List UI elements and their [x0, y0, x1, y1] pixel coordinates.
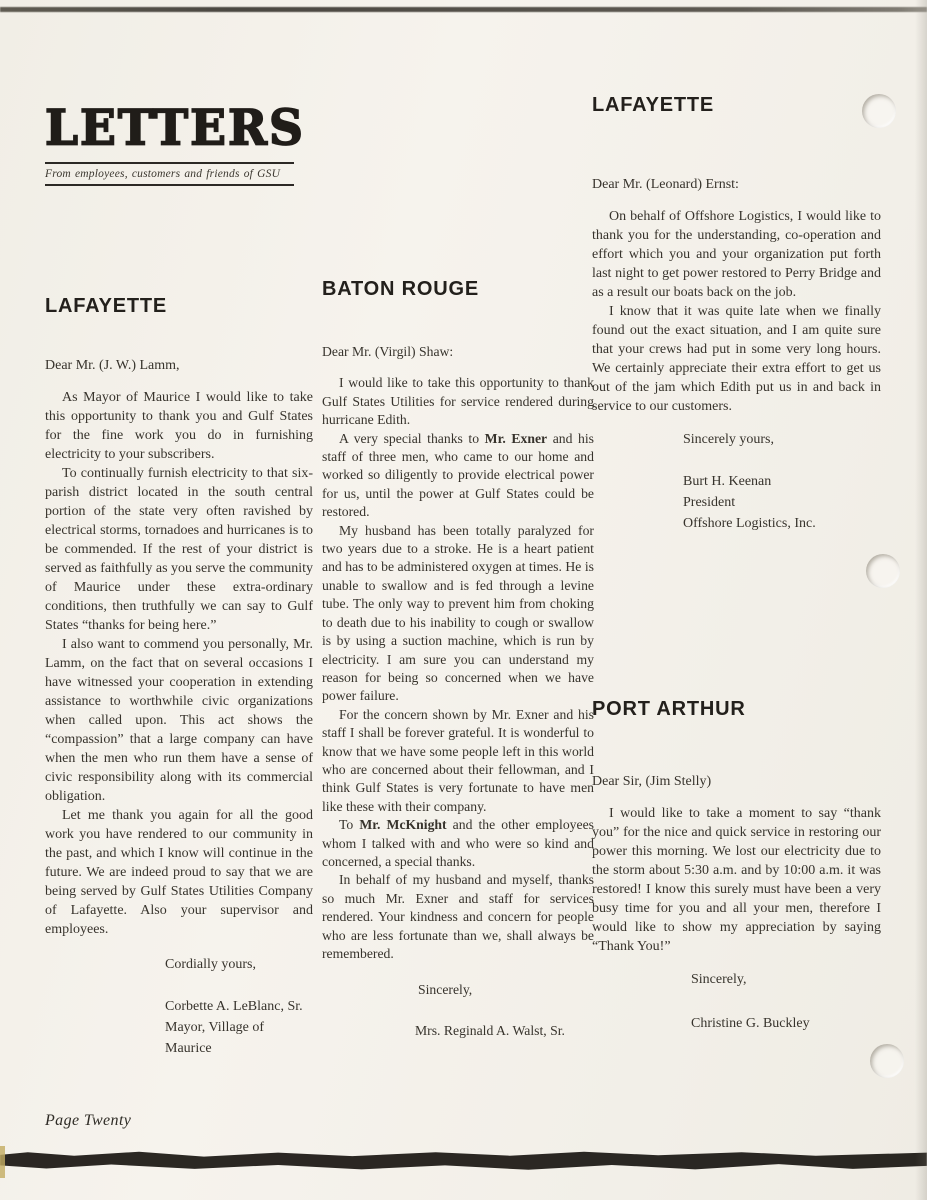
letter-body — [322, 374, 594, 963]
page-edge-shadow — [915, 0, 927, 1200]
letter-signature — [45, 996, 313, 1059]
letter-closing: Sincerely, — [691, 972, 747, 987]
masthead-title: LETTERS — [45, 99, 305, 158]
signature-line: President — [683, 495, 736, 510]
letter-paragraph: On behalf of Offshore Logistics, I would like to thank you for the understanding, co-operation and effort which you and your organization put forth last night to get power restored to Perry Bridge and as a result our boats back on the job. — [592, 209, 881, 300]
column-middle — [322, 279, 594, 1041]
letter-signature — [592, 471, 881, 534]
letter-paragraph: I would like to take a moment to say “thank you” for the nice and quick service in restoring our power this morning. We lost our electricity due to the storm about 5:30 a.m. and by 10:00 a.m. it was restored! I know this surely must have been a very busy time for you and all your men, therefore I would like to show my appreciation by saying “Thank You!” — [592, 806, 881, 954]
masthead-subtitle: From employees, customers and friends of GSU — [45, 168, 281, 180]
letter-salutation: Dear Sir, (Jim Stelly) — [592, 774, 712, 789]
hole-punch-mark — [870, 1044, 904, 1078]
page-footer: Page Twenty — [45, 1112, 132, 1129]
signature-line: Mayor, Village of Maurice — [165, 1020, 265, 1056]
letter-salutation: Dear Mr. (Leonard) Ernst: — [592, 177, 739, 192]
column-left — [45, 296, 313, 1059]
signature-line: Offshore Logistics, Inc. — [683, 516, 816, 531]
letter-lafayette-lamm — [45, 296, 313, 1059]
letter-paragraph: Let me thank you again for all the good work you have rendered to our community in the past, and which I know will continue in the future. We are indeed proud to say that we are being served by Gulf States Utilities Company of Lafayette. Also your supervisor and employees. — [45, 808, 313, 937]
letter-paragraph: A very special thanks to Mr. Exner and his staff of three men, who came to our home and worked so diligently to provide electrical power for us, until the power at Gulf States could be restored. — [322, 430, 594, 520]
letter-paragraph: I also want to commend you personally, Mr. Lamm, on the fact that on several occasions I have witnessed your cooperation in extending assistance to worthwhile civic organizations when called upon. This act shows the “compassion” that a large company can have when the men who run them have a sense of civic responsibility along with its commercial obligation. — [45, 637, 313, 804]
letter-paragraph: To Mr. McKnight and the other employees whom I talked with and who were so kind and concerned, a special thanks. — [322, 817, 594, 869]
letter-salutation: Dear Mr. (Virgil) Shaw: — [322, 344, 454, 359]
letter-closing: Sincerely yours, — [683, 432, 774, 447]
signature-line: Corbette A. LeBlanc, Sr. — [165, 999, 303, 1014]
letter-heading: LAFAYETTE — [45, 295, 168, 317]
signature-line: Christine G. Buckley — [691, 1016, 810, 1031]
letter-paragraph: My husband has been totally paralyzed for two years due to a stroke. He is a heart patient and has to be administered oxygen at times. He is unable to swallow and is fed through a levine tube. The only way to prevent him from choking to death due to his inability to cough or swallow is by using a suction machine, which is run by electricity. I am sure you can understand my reason for being so concerned when we have power failure. — [322, 522, 594, 704]
signature-line: Mrs. Reginald A. Walst, Sr. — [415, 1022, 565, 1038]
letter-heading: BATON ROUGE — [322, 278, 479, 300]
letter-signature — [322, 1020, 594, 1041]
letter-salutation: Dear Mr. (J. W.) Lamm, — [45, 358, 180, 373]
letter-lafayette-ernst — [592, 95, 881, 534]
letter-signature — [592, 1013, 881, 1034]
scan-bottom-edge — [0, 1150, 927, 1172]
letter-paragraph: In behalf of my husband and myself, thanks so much Mr. Exner and staff for services rendered. Your kindness and concern for people who are less fortunate than we, shall always be remembered. — [322, 872, 594, 961]
signature-line: Burt H. Keenan — [683, 474, 772, 489]
letter-baton-rouge-shaw — [322, 279, 594, 1041]
hole-punch-mark — [866, 554, 900, 588]
letter-paragraph: As Mayor of Maurice I would like to take this opportunity to thank you and Gulf States for the fine work you do in furnishing electricity to your subscribers. — [45, 390, 313, 462]
letter-paragraph: To continually furnish electricity to that six-parish district located in the south central portion of the state very often ravished by electrical storms, tornadoes and hurricanes is to be commended. If the rest of your district is served as faithfully as you serve the community of Maurice under these extra-ordinary conditions, then truthfully we can say to Gulf States “thanks for being here.” — [45, 466, 313, 633]
letter-body — [592, 207, 881, 416]
letter-paragraph: For the concern shown by Mr. Exner and his staff I shall be forever grateful. It is wonderful to know that we have some people left in this world who are concerned about their fellowman, and I think Gulf States is very fortunate to have men like these with their company. — [322, 706, 594, 814]
masthead-rule — [45, 162, 294, 164]
letter-heading: PORT ARTHUR — [592, 698, 746, 720]
letter-port-arthur-stelly — [592, 699, 881, 1034]
scan-corner-artifact — [0, 1146, 5, 1178]
letter-closing: Sincerely, — [418, 982, 473, 998]
letter-closing: Cordially yours, — [165, 957, 256, 972]
masthead-rule — [45, 184, 294, 186]
letter-paragraph: I would like to take this opportunity to thank Gulf States Utilities for service rendered during hurricane Edith. — [322, 375, 594, 428]
scan-top-edge — [0, 7, 927, 12]
letter-body — [45, 388, 313, 939]
letters-masthead — [45, 99, 307, 186]
letter-paragraph: I know that it was quite late when we finally found out the exact situation, and I am quite sure that your crews had put in some very long hours. We certainly appreciate their extra effort to get us out of the jam which Edith put us in and back in service to our customers. — [592, 304, 881, 414]
letter-body — [592, 804, 881, 956]
letter-heading: LAFAYETTE — [592, 94, 715, 116]
